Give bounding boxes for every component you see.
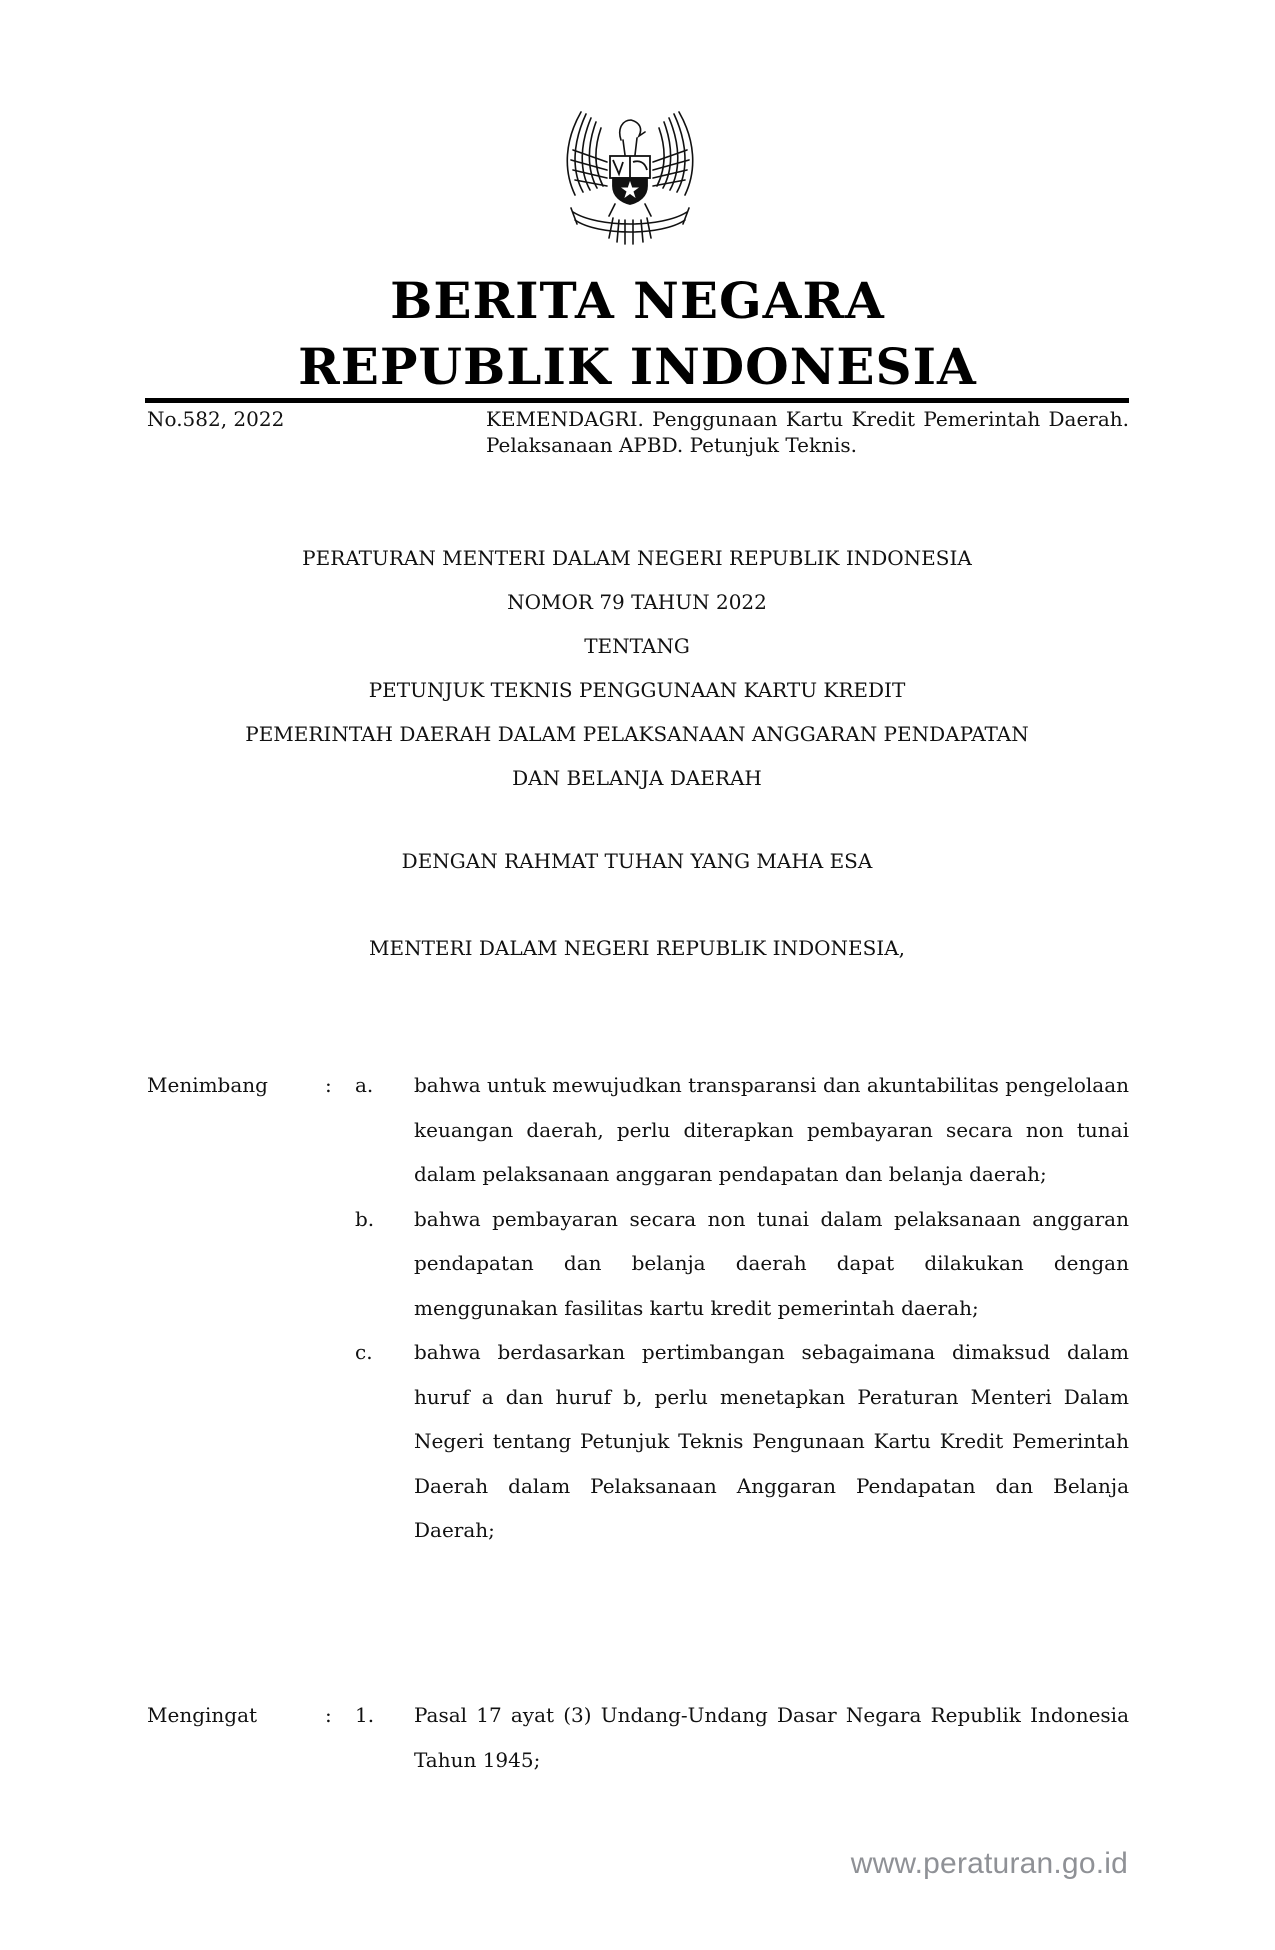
- item-text: bahwa untuk mewujudkan transparansi dan akuntabilitas pengelolaan keuangan daerah, perlu diterapkan pembayaran secara non tunai dalam pelaksanaan anggaran pendapatan dan belanja daerah;: [414, 1073, 1129, 1186]
- masthead-title-line2: REPUBLIK INDONESIA: [298, 337, 977, 396]
- menimbang-item-c: [355, 1330, 1129, 1553]
- menimbang-item-a: [355, 1063, 1129, 1197]
- menimbang-section: [147, 1063, 1129, 1553]
- title-line-tentang: TENTANG: [584, 634, 690, 658]
- item-text: bahwa pembayaran secara non tunai dalam pelaksanaan anggaran pendapatan dan belanja daerah dapat dilakukan dengan menggunakan fasilitas kartu kredit pemerintah daerah;: [414, 1206, 1129, 1320]
- item-marker: a.: [355, 1073, 374, 1097]
- title-line-subject-1: PETUNJUK TEKNIS PENGGUNAAN KARTU KREDIT: [368, 678, 906, 702]
- menimbang-label: Menimbang: [147, 1073, 268, 1097]
- menimbang-colon: :: [325, 1073, 332, 1097]
- item-text: Pasal 17 ayat (3) Undang-Undang Dasar Negara Republik Indonesia Tahun 1945;: [414, 1703, 1129, 1772]
- masthead-title-line1: BERITA NEGARA: [390, 271, 885, 330]
- preamble-minister: MENTERI DALAM NEGERI REPUBLIK INDONESIA,: [369, 936, 905, 960]
- header-rule-divider: [145, 398, 1129, 403]
- regulation-title: [145, 536, 1129, 800]
- menimbang-item-b: [355, 1197, 1129, 1331]
- mengingat-section: [147, 1693, 1129, 1782]
- mengingat-colon: :: [325, 1703, 332, 1727]
- preamble-rahmat: DENGAN RAHMAT TUHAN YANG MAHA ESA: [401, 849, 873, 873]
- title-line-subject-3: DAN BELANJA DAERAH: [512, 766, 762, 790]
- gazette-number: No.582, 2022: [147, 407, 285, 431]
- title-line-subject-2: PEMERINTAH DAERAH DALAM PELAKSANAAN ANGGARAN PENDAPATAN: [245, 722, 1029, 746]
- item-marker: b.: [355, 1206, 375, 1231]
- mengingat-item-1: [355, 1693, 1129, 1782]
- gazette-summary: KEMENDAGRI. Penggunaan Kartu Kredit Pemerintah Daerah. Pelaksanaan APBD. Petunjuk Teknis.: [486, 407, 1129, 457]
- title-line-regulation: PERATURAN MENTERI DALAM NEGERI REPUBLIK INDONESIA: [302, 546, 972, 570]
- footer-website-link[interactable]: www.peraturan.go.id: [850, 1847, 1128, 1880]
- garuda-emblem-icon: [553, 100, 707, 250]
- item-marker: c.: [355, 1340, 373, 1364]
- title-line-number: NOMOR 79 TAHUN 2022: [507, 590, 767, 614]
- mengingat-label: Mengingat: [147, 1703, 258, 1727]
- item-marker: 1.: [355, 1703, 375, 1727]
- item-text: bahwa berdasarkan pertimbangan sebagaimana dimaksud dalam huruf a dan huruf b, perlu menetapkan Peraturan Menteri Dalam Negeri tentang Petunjuk Teknis Pengunaan Kartu Kredit Pemerintah Daerah dalam Pelaksanaan Anggaran Pendapatan dan Belanja Daerah;: [414, 1340, 1129, 1542]
